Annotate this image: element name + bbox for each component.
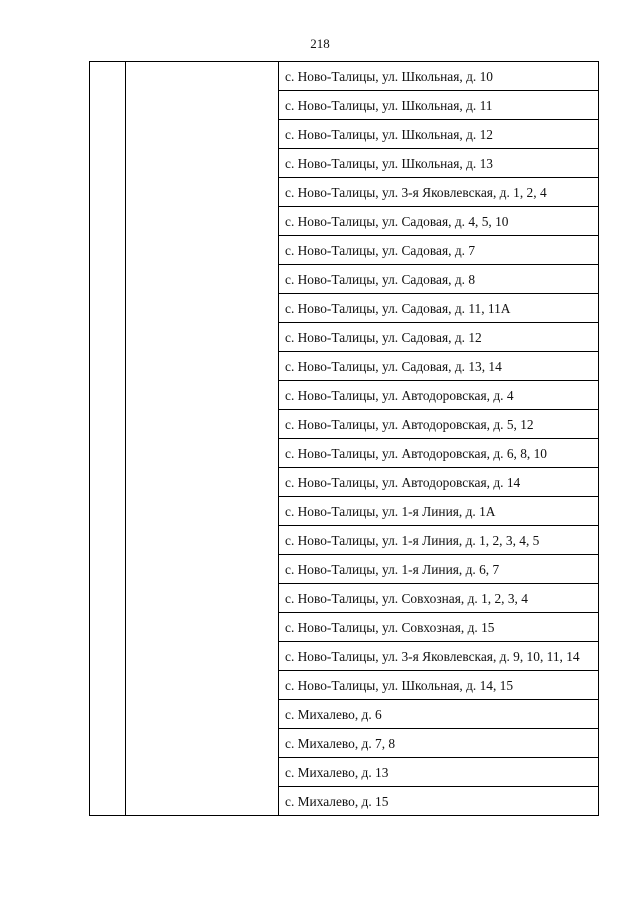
address-cell: с. Ново-Талицы, ул. Садовая, д. 12 xyxy=(279,323,599,352)
page-number: 218 xyxy=(310,36,330,51)
address-cell: с. Михалево, д. 6 xyxy=(279,700,599,729)
address-cell: с. Ново-Талицы, ул. Садовая, д. 13, 14 xyxy=(279,352,599,381)
address-cell: с. Ново-Талицы, ул. Садовая, д. 7 xyxy=(279,236,599,265)
address-cell: с. Михалево, д. 15 xyxy=(279,787,599,816)
index-column-cell xyxy=(90,62,126,816)
address-cell: с. Ново-Талицы, ул. Садовая, д. 11, 11А xyxy=(279,294,599,323)
address-cell: с. Ново-Талицы, ул. Школьная, д. 10 xyxy=(279,62,599,91)
address-cell: с. Михалево, д. 13 xyxy=(279,758,599,787)
address-cell: с. Ново-Талицы, ул. Садовая, д. 8 xyxy=(279,265,599,294)
address-cell: с. Михалево, д. 7, 8 xyxy=(279,729,599,758)
address-cell: с. Ново-Талицы, ул. 3-я Яковлевская, д. 9, 10, 11, 14 xyxy=(279,642,599,671)
name-column-cell xyxy=(126,62,279,816)
address-cell: с. Ново-Талицы, ул. 1-я Линия, д. 1А xyxy=(279,497,599,526)
address-table xyxy=(89,61,599,816)
address-cell: с. Ново-Талицы, ул. 1-я Линия, д. 1, 2, 3, 4, 5 xyxy=(279,526,599,555)
table-row xyxy=(90,62,599,91)
address-cell: с. Ново-Талицы, ул. Автодоровская, д. 5, 12 xyxy=(279,410,599,439)
address-cell: с. Ново-Талицы, ул. Садовая, д. 4, 5, 10 xyxy=(279,207,599,236)
address-table-body xyxy=(90,62,599,816)
address-cell: с. Ново-Талицы, ул. 1-я Линия, д. 6, 7 xyxy=(279,555,599,584)
address-cell: с. Ново-Талицы, ул. Автодоровская, д. 6, 8, 10 xyxy=(279,439,599,468)
address-cell: с. Ново-Талицы, ул. Совхозная, д. 1, 2, 3, 4 xyxy=(279,584,599,613)
address-cell: с. Ново-Талицы, ул. Автодоровская, д. 4 xyxy=(279,381,599,410)
address-cell: с. Ново-Талицы, ул. Школьная, д. 11 xyxy=(279,91,599,120)
address-cell: с. Ново-Талицы, ул. Совхозная, д. 15 xyxy=(279,613,599,642)
address-cell: с. Ново-Талицы, ул. Школьная, д. 13 xyxy=(279,149,599,178)
address-cell: с. Ново-Талицы, ул. 3-я Яковлевская, д. 1, 2, 4 xyxy=(279,178,599,207)
address-cell: с. Ново-Талицы, ул. Школьная, д. 14, 15 xyxy=(279,671,599,700)
address-cell: с. Ново-Талицы, ул. Школьная, д. 12 xyxy=(279,120,599,149)
address-cell: с. Ново-Талицы, ул. Автодоровская, д. 14 xyxy=(279,468,599,497)
